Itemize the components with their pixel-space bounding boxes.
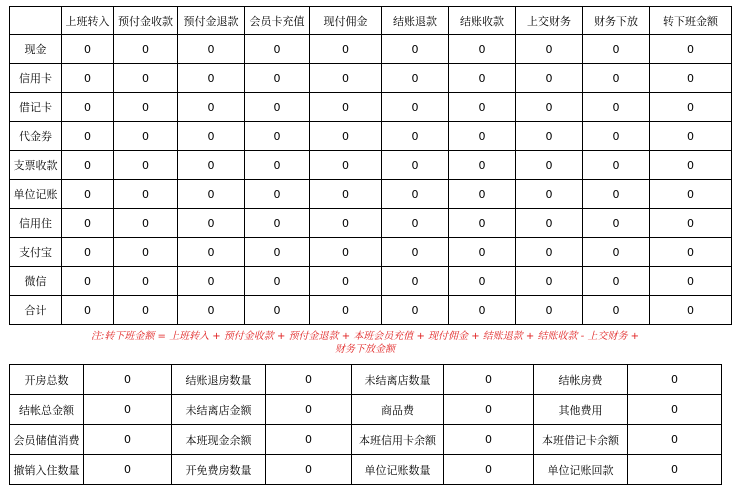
value-cell: 0 <box>245 151 310 180</box>
stat-value: 0 <box>444 455 534 485</box>
value-cell: 0 <box>310 64 382 93</box>
value-cell: 0 <box>382 122 449 151</box>
value-cell: 0 <box>449 180 516 209</box>
value-cell: 0 <box>114 35 178 64</box>
row-label: 合计 <box>10 296 62 325</box>
stat-value: 0 <box>266 395 352 425</box>
value-cell: 0 <box>382 151 449 180</box>
value-cell: 0 <box>114 296 178 325</box>
value-cell: 0 <box>382 64 449 93</box>
table-row <box>10 93 732 122</box>
value-cell: 0 <box>516 296 583 325</box>
value-cell: 0 <box>245 180 310 209</box>
column-header: 财务下放 <box>583 7 650 35</box>
value-cell: 0 <box>62 64 114 93</box>
table-row <box>10 365 722 395</box>
value-cell: 0 <box>310 122 382 151</box>
value-cell: 0 <box>449 209 516 238</box>
table-row <box>10 267 732 296</box>
value-cell: 0 <box>583 35 650 64</box>
row-label: 信用卡 <box>10 64 62 93</box>
value-cell: 0 <box>516 267 583 296</box>
value-cell: 0 <box>245 64 310 93</box>
statistics-table <box>9 364 722 485</box>
table-row <box>10 122 732 151</box>
value-cell: 0 <box>310 35 382 64</box>
value-cell: 0 <box>382 209 449 238</box>
row-label: 代金券 <box>10 122 62 151</box>
value-cell: 0 <box>382 35 449 64</box>
value-cell: 0 <box>583 267 650 296</box>
value-cell: 0 <box>583 151 650 180</box>
value-cell: 0 <box>516 35 583 64</box>
column-header: 转下班金额 <box>650 7 732 35</box>
value-cell: 0 <box>650 209 732 238</box>
row-label: 信用住 <box>10 209 62 238</box>
value-cell: 0 <box>382 180 449 209</box>
formula-note <box>9 330 721 356</box>
value-cell: 0 <box>62 35 114 64</box>
value-cell: 0 <box>178 93 245 122</box>
row-label: 支票收款 <box>10 151 62 180</box>
value-cell: 0 <box>62 93 114 122</box>
stat-value: 0 <box>84 395 172 425</box>
value-cell: 0 <box>650 93 732 122</box>
value-cell: 0 <box>583 238 650 267</box>
formula-note-line: 财务下放金额 <box>335 344 395 355</box>
stat-value: 0 <box>266 365 352 395</box>
value-cell: 0 <box>114 93 178 122</box>
value-cell: 0 <box>178 151 245 180</box>
value-cell: 0 <box>516 238 583 267</box>
value-cell: 0 <box>114 151 178 180</box>
value-cell: 0 <box>650 122 732 151</box>
column-header: 上班转入 <box>62 7 114 35</box>
value-cell: 0 <box>583 209 650 238</box>
value-cell: 0 <box>583 122 650 151</box>
value-cell: 0 <box>382 93 449 122</box>
value-cell: 0 <box>583 296 650 325</box>
value-cell: 0 <box>178 209 245 238</box>
value-cell: 0 <box>245 122 310 151</box>
stat-value: 0 <box>444 365 534 395</box>
value-cell: 0 <box>310 209 382 238</box>
value-cell: 0 <box>178 64 245 93</box>
table-row <box>10 455 722 485</box>
stat-label: 开免费房数量 <box>172 455 266 485</box>
stat-label: 本班信用卡余额 <box>352 425 444 455</box>
value-cell: 0 <box>382 267 449 296</box>
table-row <box>10 180 732 209</box>
stat-label: 会员储值消费 <box>10 425 84 455</box>
value-cell: 0 <box>310 93 382 122</box>
stat-value: 0 <box>266 425 352 455</box>
stat-label: 本班借记卡余额 <box>534 425 628 455</box>
value-cell: 0 <box>114 238 178 267</box>
shift-summary-table <box>9 6 732 325</box>
formula-note-line: 注:转下班金额 = 上班转入 + 预付金收款 + 预付金退款 + 本班会员充值 + 现付佣金 + 结账退款 + 结账收款 - 上交财务 + <box>90 331 640 342</box>
value-cell: 0 <box>583 93 650 122</box>
column-header: 预付金退款 <box>178 7 245 35</box>
value-cell: 0 <box>178 35 245 64</box>
stat-label: 本班现金余额 <box>172 425 266 455</box>
stat-label: 其他费用 <box>534 395 628 425</box>
value-cell: 0 <box>114 64 178 93</box>
value-cell: 0 <box>583 180 650 209</box>
value-cell: 0 <box>310 151 382 180</box>
value-cell: 0 <box>449 238 516 267</box>
value-cell: 0 <box>114 122 178 151</box>
value-cell: 0 <box>650 238 732 267</box>
value-cell: 0 <box>516 64 583 93</box>
corner-cell <box>10 7 62 35</box>
row-label: 现金 <box>10 35 62 64</box>
row-label: 支付宝 <box>10 238 62 267</box>
value-cell: 0 <box>583 64 650 93</box>
value-cell: 0 <box>382 238 449 267</box>
table-row <box>10 395 722 425</box>
stat-value: 0 <box>84 365 172 395</box>
table-row <box>10 64 732 93</box>
stat-value: 0 <box>444 395 534 425</box>
value-cell: 0 <box>449 267 516 296</box>
value-cell: 0 <box>114 267 178 296</box>
stat-value: 0 <box>266 455 352 485</box>
value-cell: 0 <box>245 267 310 296</box>
table-row <box>10 425 722 455</box>
value-cell: 0 <box>449 93 516 122</box>
value-cell: 0 <box>650 64 732 93</box>
value-cell: 0 <box>310 180 382 209</box>
value-cell: 0 <box>310 267 382 296</box>
value-cell: 0 <box>245 238 310 267</box>
value-cell: 0 <box>178 180 245 209</box>
stat-label: 结帐房费 <box>534 365 628 395</box>
table-row <box>10 35 732 64</box>
stat-label: 单位记账回款 <box>534 455 628 485</box>
value-cell: 0 <box>516 209 583 238</box>
row-label: 微信 <box>10 267 62 296</box>
value-cell: 0 <box>516 151 583 180</box>
stat-value: 0 <box>628 365 722 395</box>
stat-label: 单位记账数量 <box>352 455 444 485</box>
header-row <box>10 7 732 35</box>
column-header: 预付金收款 <box>114 7 178 35</box>
value-cell: 0 <box>62 296 114 325</box>
value-cell: 0 <box>62 180 114 209</box>
value-cell: 0 <box>245 35 310 64</box>
value-cell: 0 <box>245 209 310 238</box>
value-cell: 0 <box>449 122 516 151</box>
value-cell: 0 <box>650 296 732 325</box>
value-cell: 0 <box>449 296 516 325</box>
table-row <box>10 209 732 238</box>
row-label: 单位记账 <box>10 180 62 209</box>
stat-label: 撤销入住数量 <box>10 455 84 485</box>
value-cell: 0 <box>178 296 245 325</box>
value-cell: 0 <box>178 267 245 296</box>
value-cell: 0 <box>516 122 583 151</box>
value-cell: 0 <box>650 151 732 180</box>
value-cell: 0 <box>245 93 310 122</box>
value-cell: 0 <box>62 267 114 296</box>
stat-label: 商品费 <box>352 395 444 425</box>
stat-value: 0 <box>84 455 172 485</box>
stat-label: 未结离店金额 <box>172 395 266 425</box>
stat-value: 0 <box>444 425 534 455</box>
stat-value: 0 <box>628 425 722 455</box>
value-cell: 0 <box>650 180 732 209</box>
table-row <box>10 296 732 325</box>
value-cell: 0 <box>178 238 245 267</box>
value-cell: 0 <box>382 296 449 325</box>
value-cell: 0 <box>310 238 382 267</box>
value-cell: 0 <box>62 122 114 151</box>
column-header: 现付佣金 <box>310 7 382 35</box>
value-cell: 0 <box>178 122 245 151</box>
row-label: 借记卡 <box>10 93 62 122</box>
value-cell: 0 <box>650 35 732 64</box>
column-header: 结账收款 <box>449 7 516 35</box>
stat-value: 0 <box>628 455 722 485</box>
column-header: 上交财务 <box>516 7 583 35</box>
value-cell: 0 <box>516 93 583 122</box>
value-cell: 0 <box>650 267 732 296</box>
table-row <box>10 151 732 180</box>
stat-label: 未结离店数量 <box>352 365 444 395</box>
value-cell: 0 <box>114 180 178 209</box>
value-cell: 0 <box>449 64 516 93</box>
value-cell: 0 <box>114 209 178 238</box>
stat-value: 0 <box>628 395 722 425</box>
value-cell: 0 <box>62 238 114 267</box>
table-row <box>10 238 732 267</box>
value-cell: 0 <box>245 296 310 325</box>
column-header: 会员卡充值 <box>245 7 310 35</box>
stat-value: 0 <box>84 425 172 455</box>
column-header: 结账退款 <box>382 7 449 35</box>
value-cell: 0 <box>62 209 114 238</box>
value-cell: 0 <box>449 151 516 180</box>
value-cell: 0 <box>449 35 516 64</box>
stat-label: 结账退房数量 <box>172 365 266 395</box>
value-cell: 0 <box>516 180 583 209</box>
value-cell: 0 <box>62 151 114 180</box>
value-cell: 0 <box>310 296 382 325</box>
stat-label: 结帐总金额 <box>10 395 84 425</box>
stat-label: 开房总数 <box>10 365 84 395</box>
